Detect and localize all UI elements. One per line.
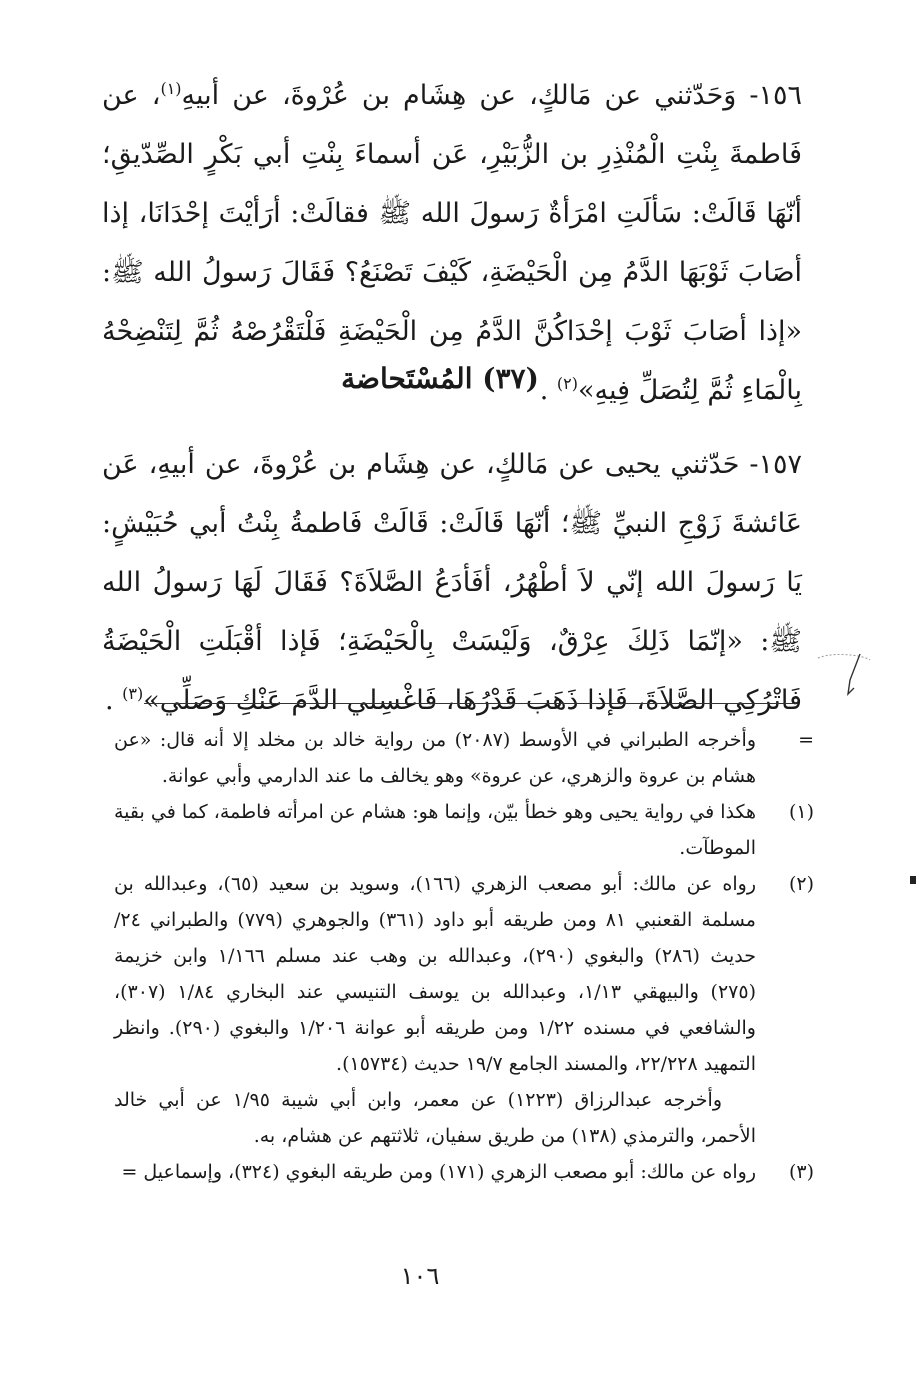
page-number: ١٠٦ [400, 1262, 440, 1290]
section-heading: (٣٧) المُسْتَحاضة [341, 362, 539, 395]
hadith-156-text-b: ، عن فَاطمةَ بِنْتِ الْمُنْذِرِ بن الزُّبَيْرِ، عَن أسماءَ بِنْتِ أبي بَكْرٍ الصِّدّيقِ؛ أنّهَا قَالَتْ: سَألَتِ امْرَأةٌ رَسولَ الله ﷺ فقالَتْ: أرَأيْتَ إحْدَانَا، إذا أصَابَ ثَوْبَهَا الدَّمُ مِن الْحَيْضَةِ، كَيْفَ تَصْنَعُ؟ فَقَالَ رَسولُ الله ﷺ: «إذا أصَابَ ثَوْبَ إحْدَاكُنَّ الدَّمُ مِن الْحَيْضَةِ فَلْتَقْرُصْهُ ثُمَّ لِتَنْضِحْهُ بِالْمَاءِ ثُمَّ لِتُصَلِّ فِيهِ» [102, 80, 802, 406]
hadith-157-text: ١٥٧- حَدّثني يحيى عن مَالكٍ، عن هِشَام بن عُرْوةَ، عن أبيهِ، عَن عَائشةَ زَوْجِ النبيِّ ﷺ؛ أنّهَا قَالَتْ: قَالَتْ فَاطمةُ بِنْتُ أبي حُبَيْشٍ: يَا رَسولَ الله إنّي لاَ أطْهُرُ، أفَأدَعُ الصَّلاَةَ؟ فَقَالَ لَهَا رَسولُ الله ﷺ: «إنّمَا ذَلِكَ عِرْقٌ، وَلَيْسَتْ بِالْحَيْضَةِ؛ فَإذا أقْبَلَتِ الْحَيْضَةُ فَاتْرُكِي الصَّلاَةَ، فَإذا ذَهَبَ قَدْرُهَا، فَاغْسِلي الدَّمَ عَنْكِ وَصَلِّي» [102, 449, 802, 716]
hadith-156-text-a: ١٥٦- وَحَدّثني عن مَالكٍ، عن هِشَام بن عُرْوةَ، عن أبيهِ [181, 80, 802, 111]
footnote-ref-3: (٣) [122, 684, 144, 703]
scan-edge-mark [910, 876, 916, 884]
footnote-1-number: (١) [788, 801, 814, 823]
footnote-divider [144, 703, 796, 704]
hadith-157-paragraph [102, 435, 802, 730]
continuation-text: وأخرجه الطبراني في الأوسط (٢٠٨٧) من رواية خالد بن مخلد إلا أنه قال: «عن هشام بن عروة والزهري، عن عروة» وهو يخالف ما عند الدارمي وأبي عوانة. [114, 729, 757, 787]
footnote-ref-1: (١) [160, 79, 182, 98]
footnote-2 [114, 866, 814, 1154]
footnote-1 [114, 794, 814, 866]
footnotes-section [114, 722, 814, 1190]
hadith-156-text-end: . [539, 375, 557, 406]
footnote-3-text: رواه عن مالك: أبو مصعب الزهري (١٧١) ومن طريقه البغوي (٣٢٤)، وإسماعيل = [121, 1161, 756, 1183]
footnote-2-text-continued: وأخرجه عبدالرزاق (١٢٢٣) عن معمر، وابن أبي شيبة ١/٩٥ عن أبي خالد الأحمر، والترمذي (١٣٨) من طريق سفيان، ثلاثتهم عن هشام، به. [114, 1089, 756, 1147]
footnote-continuation [114, 722, 814, 794]
footnote-2-number: (٢) [788, 873, 814, 895]
footnote-3 [114, 1154, 814, 1190]
footnote-2-body [114, 866, 756, 1154]
footnote-ref-2: (٢) [556, 374, 578, 393]
footnote-1-text: هكذا في رواية يحيى وهو خطأ بيّن، وإنما هو: هشام عن امرأته فاطمة، كما في بقية الموطآت. [114, 801, 756, 859]
continuation-marker: = [798, 729, 814, 751]
footnote-2-text: رواه عن مالك: أبو مصعب الزهري (١٦٦)، وسويد بن سعيد (٦٥)، وعبدالله بن مسلمة القعنبي ٨١ ومن طريقه أبو داود (٣٦١) والجوهري (٧٧٩) والطبراني ٢٤/حديث (٢٨٦) والبغوي (٢٩٠)، وعبدالله بن وهب عند مسلم ١/١٦٦ وابن خزيمة (٢٧٥) والبيهقي ١/١٣، وعبدالله بن يوسف التنيسي عند البخاري ١/٨٤ (٣٠٧)، والشافعي في مسنده ١/٢٢ ومن طريقه أبو عوانة ١/٢٠٦ والبغوي (٢٩٠). وانظر التمهيد ٢٢/٢٢٨، والمسند الجامع ١٩/٧ حديث (١٥٧٣٤). [114, 873, 757, 1075]
margin-pencil-mark [814, 650, 874, 700]
footnote-3-number: (٣) [788, 1161, 814, 1183]
hadith-157-text-end: . [104, 685, 123, 716]
